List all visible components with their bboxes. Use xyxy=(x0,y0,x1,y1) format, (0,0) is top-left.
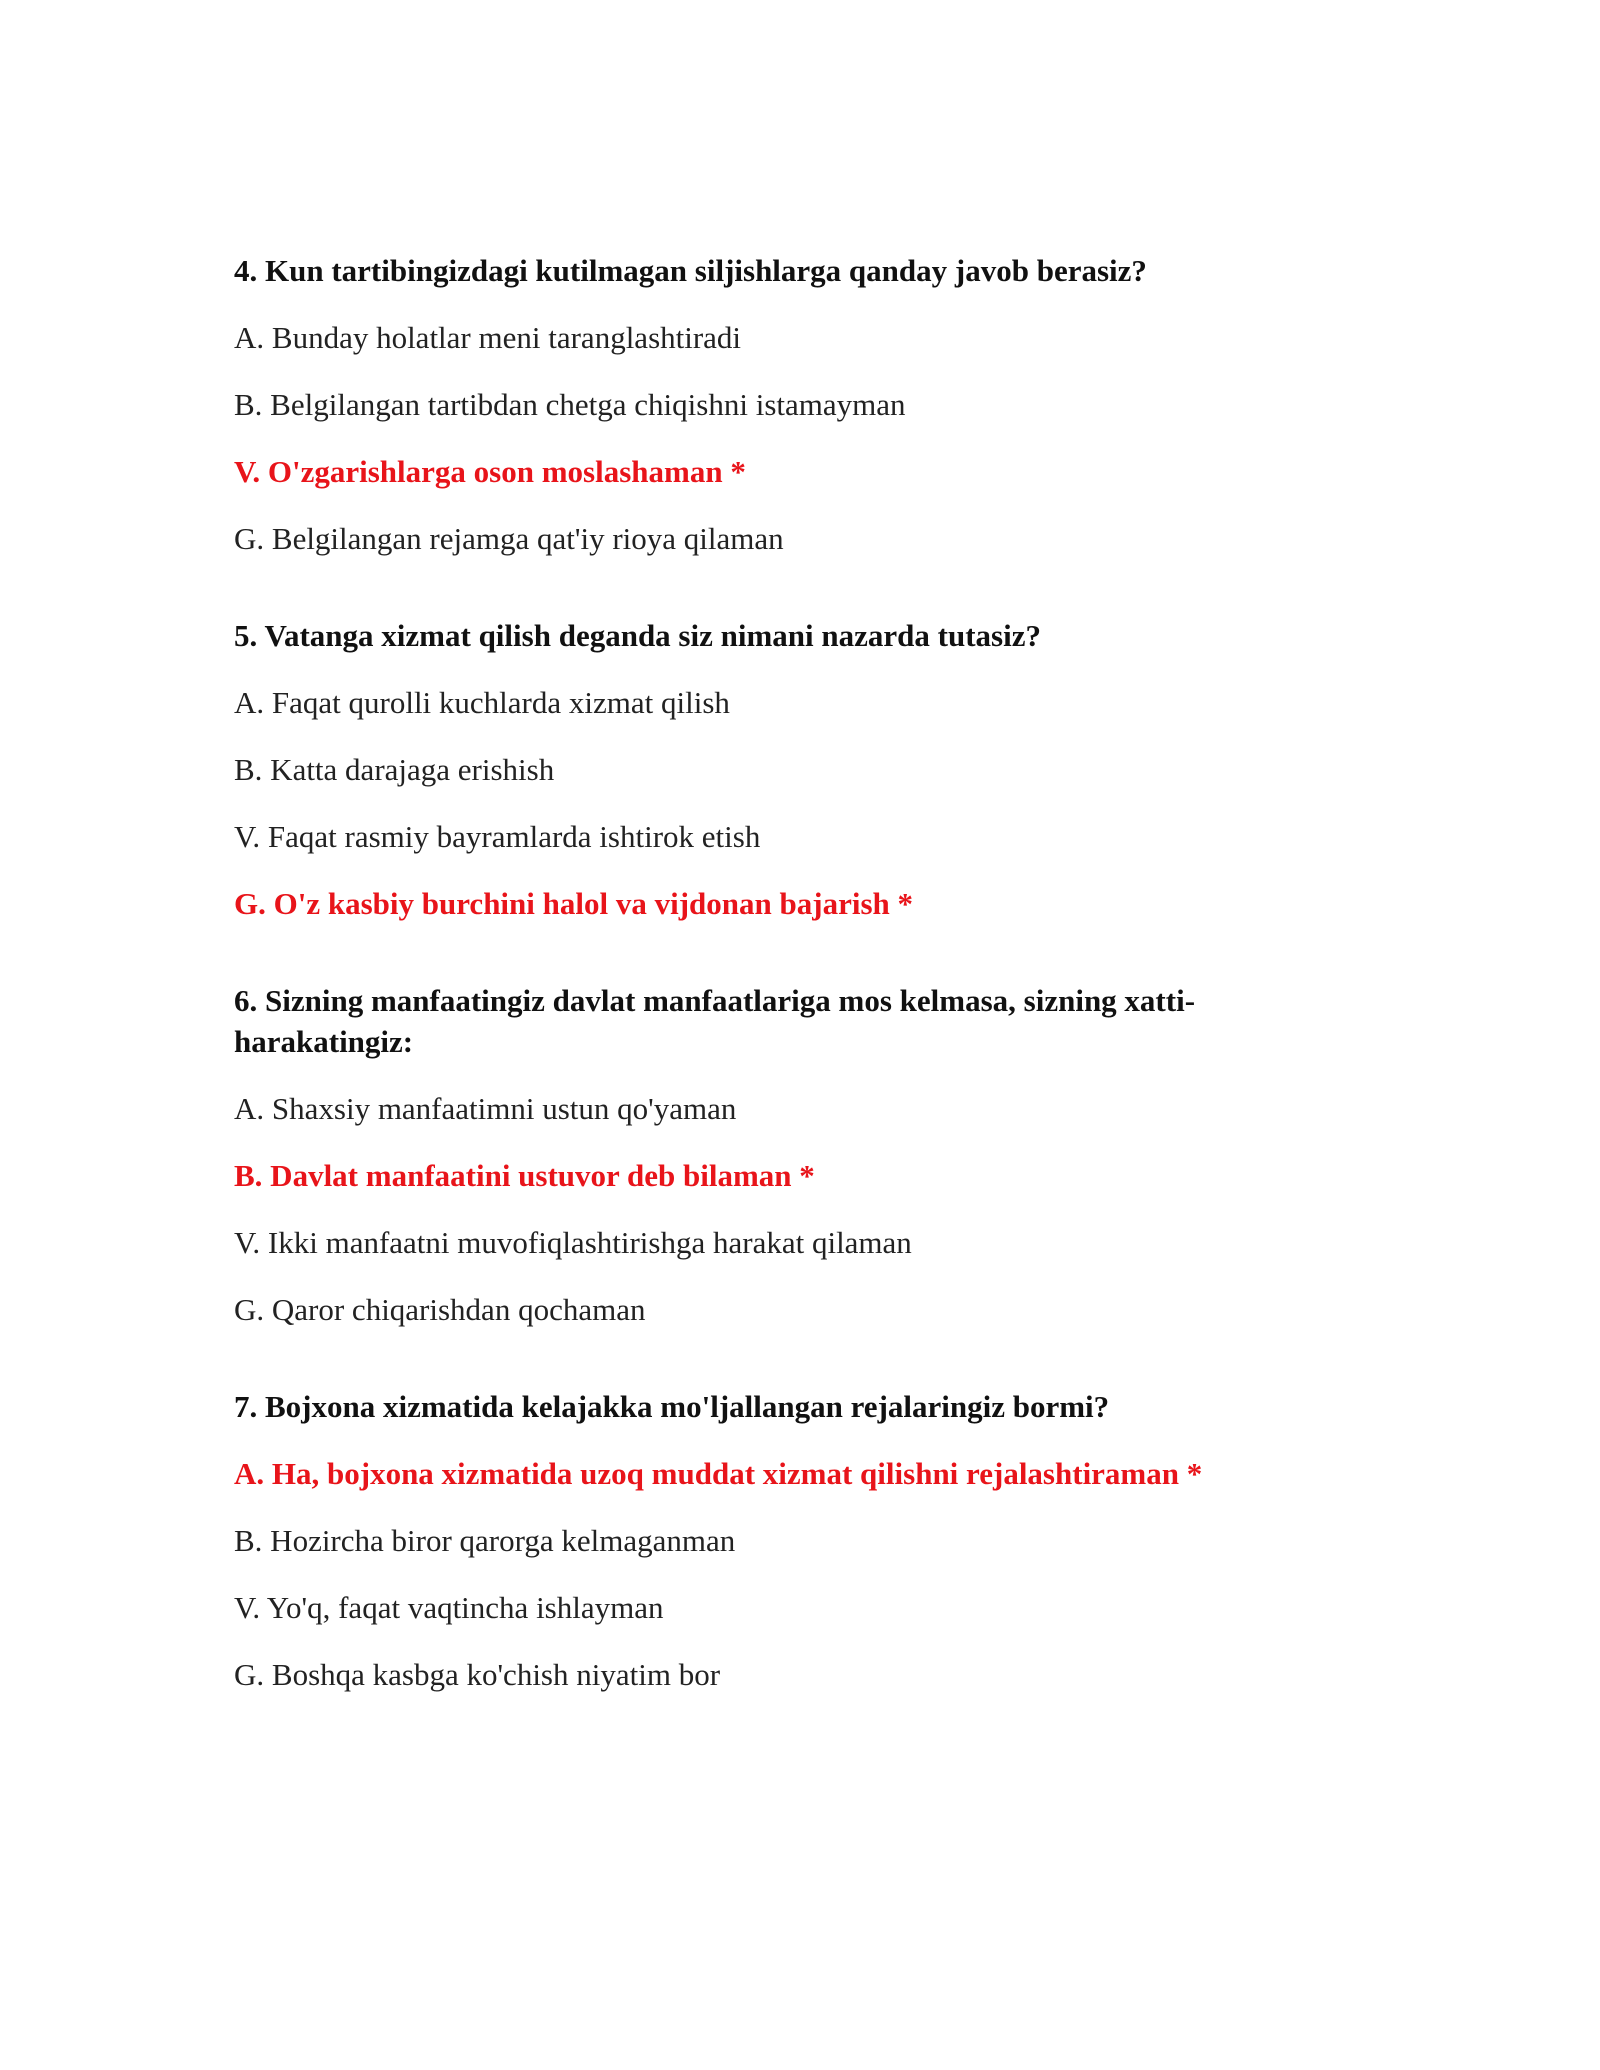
question-7-option-a-correct-answer: A. Ha, bojxona xizmatida uzoq muddat xizmat qilishni rejalashtiraman * xyxy=(234,1456,1203,1491)
question-6-option-g: G. Qaror chiqarishdan qochaman xyxy=(234,1292,646,1327)
question-6-option-v: V. Ikki manfaatni muvofiqlashtirishga harakat qilaman xyxy=(234,1225,912,1260)
question-4-option-v-correct-answer: V. O'zgarishlarga oson moslashaman * xyxy=(234,454,746,489)
question-5-option-a: A. Faqat qurolli kuchlarda xizmat qilish xyxy=(234,685,730,720)
question-5-option-v: V. Faqat rasmiy bayramlarda ishtirok etish xyxy=(234,819,761,854)
document-page xyxy=(234,250,1364,1751)
question-5-text: 5. Vatanga xizmat qilish deganda siz nimani nazarda tutasiz? xyxy=(234,618,1041,653)
question-6-text: 6. Sizning manfaatingiz davlat manfaatlariga mos kelmasa, sizning xatti-harakatingiz: xyxy=(234,983,1196,1059)
question-5-option-b: B. Katta darajaga erishish xyxy=(234,752,555,787)
question-block-7 xyxy=(234,1386,1364,1695)
question-4-option-b: B. Belgilangan tartibdan chetga chiqishni istamayman xyxy=(234,387,906,422)
question-block-4 xyxy=(234,250,1364,559)
question-block-6 xyxy=(234,980,1364,1330)
question-7-option-g: G. Boshqa kasbga ko'chish niyatim bor xyxy=(234,1657,721,1692)
question-6-option-a: A. Shaxsiy manfaatimni ustun qo'yaman xyxy=(234,1091,737,1126)
question-4-text: 4. Kun tartibingizdagi kutilmagan siljishlarga qanday javob berasiz? xyxy=(234,253,1147,288)
question-4-option-g: G. Belgilangan rejamga qat'iy rioya qilaman xyxy=(234,521,784,556)
question-block-5 xyxy=(234,615,1364,924)
question-5-option-g-correct-answer: G. O'z kasbiy burchini halol va vijdonan bajarish * xyxy=(234,886,914,921)
question-7-option-v: V. Yo'q, faqat vaqtincha ishlayman xyxy=(234,1590,664,1625)
question-4-option-a: A. Bunday holatlar meni taranglashtiradi xyxy=(234,320,742,355)
question-6-option-b-correct-answer: B. Davlat manfaatini ustuvor deb bilaman * xyxy=(234,1158,815,1193)
question-7-option-b: B. Hozircha biror qarorga kelmaganman xyxy=(234,1523,736,1558)
question-7-text: 7. Bojxona xizmatida kelajakka mo'ljallangan rejalaringiz bormi? xyxy=(234,1389,1110,1424)
